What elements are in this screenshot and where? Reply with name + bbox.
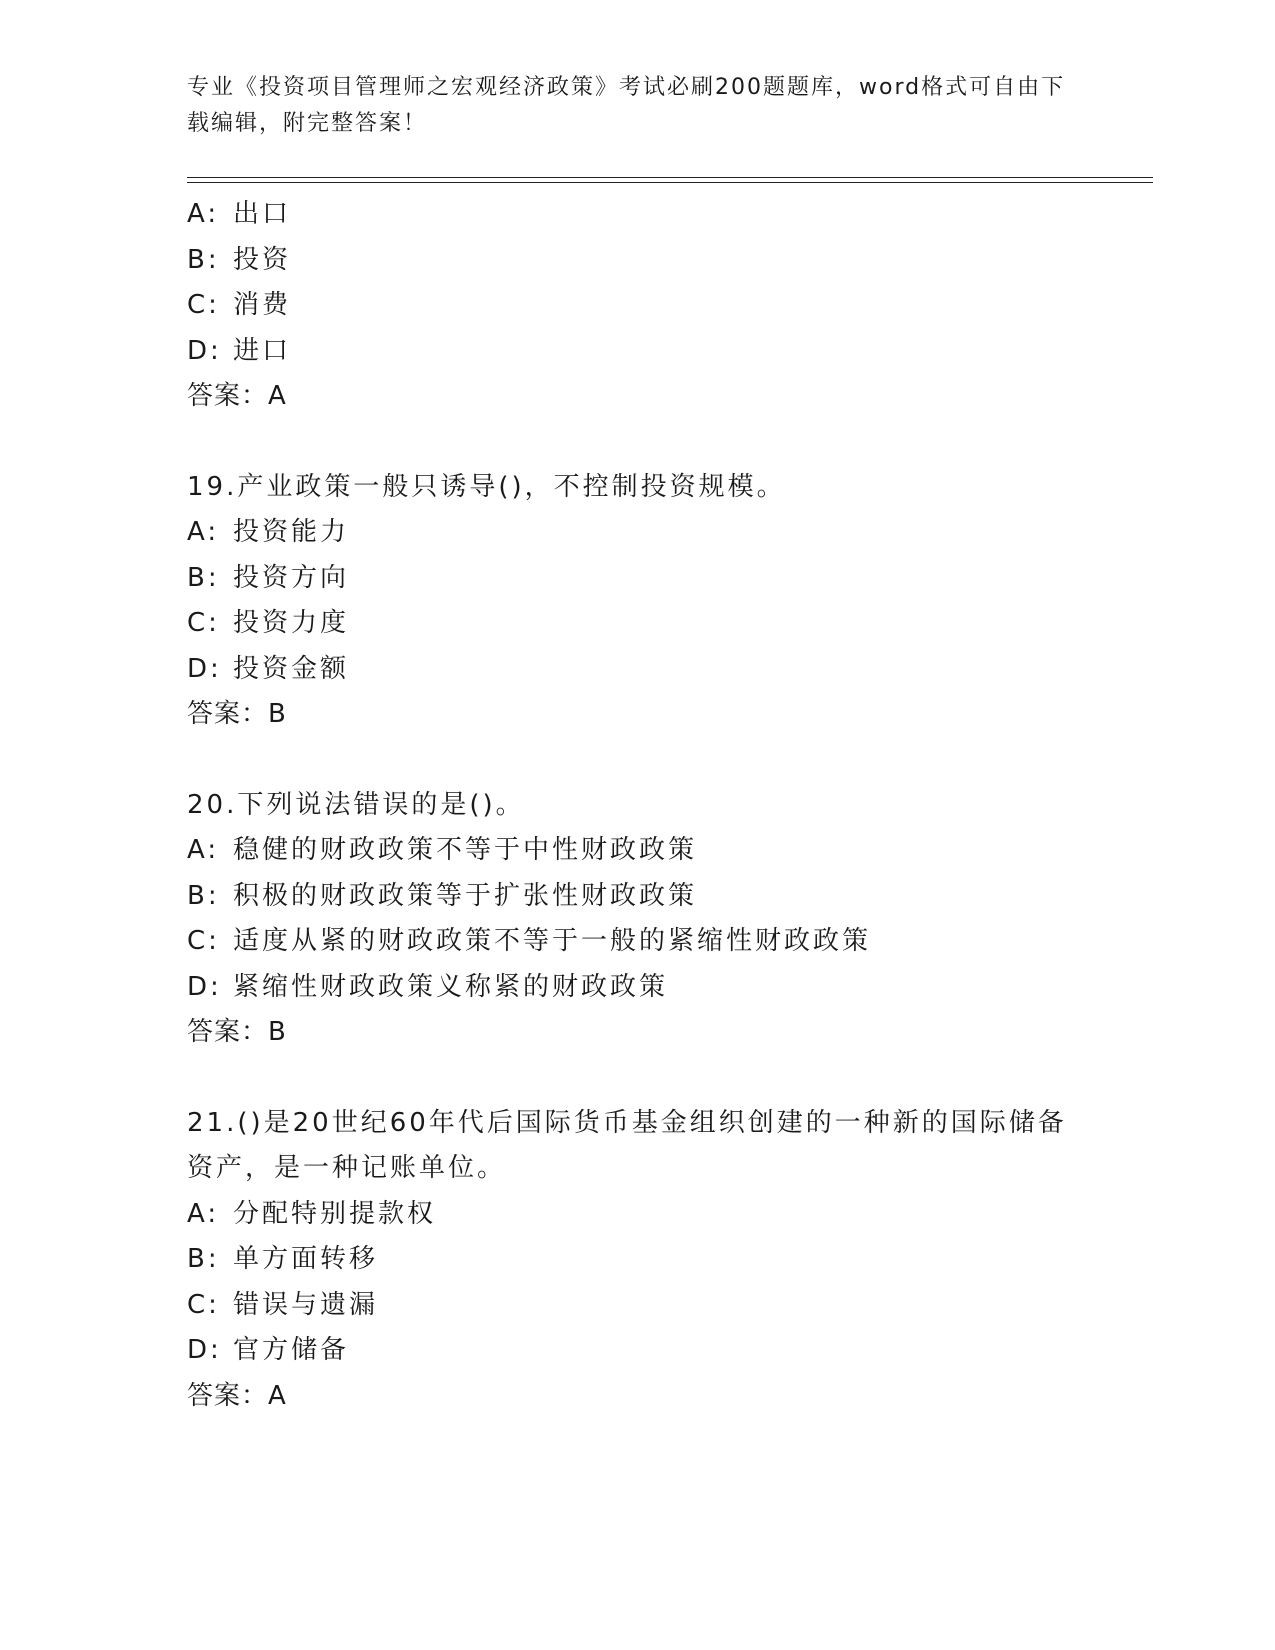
option-label: C:: [187, 290, 220, 320]
option-label: B:: [187, 244, 220, 275]
header-rule-bottom: [187, 182, 1153, 183]
option-label: D:: [187, 335, 222, 366]
option-label: A:: [187, 835, 220, 865]
question-block-21: [187, 1101, 1153, 1420]
answer-value: A: [268, 1380, 287, 1411]
option-c: [187, 919, 1153, 965]
answer-line: [187, 1374, 1153, 1420]
option-b: [187, 238, 1153, 284]
option-label: D:: [187, 971, 222, 1002]
answer-prefix: 答案：: [187, 1017, 269, 1047]
header-rule-top: [187, 177, 1153, 178]
option-text: 投资能力: [233, 517, 350, 547]
option-c: [187, 601, 1153, 647]
option-label: D:: [187, 653, 222, 684]
question-stem: 19.产业政策一般只诱导()，不控制投资规模。: [187, 471, 786, 502]
option-label: B:: [187, 562, 220, 593]
option-text: 单方面转移: [233, 1244, 379, 1274]
option-label: D:: [187, 1335, 222, 1365]
option-d: [187, 647, 1153, 693]
answer-line: [187, 1010, 1153, 1056]
option-label: B:: [187, 1244, 220, 1274]
answer-prefix: 答案：: [187, 1380, 269, 1411]
answer-value: A: [268, 381, 287, 411]
option-a: [187, 1192, 1153, 1238]
option-c: [187, 1283, 1153, 1329]
option-label: B:: [187, 880, 220, 911]
block-spacer: [187, 738, 1153, 783]
question-block-19: [187, 465, 1153, 738]
question-content: [187, 192, 1153, 1419]
option-text: 进口: [233, 335, 292, 366]
answer-value: B: [268, 699, 287, 729]
option-text: 错误与遗漏: [233, 1289, 379, 1320]
question-block-20: [187, 783, 1153, 1056]
option-label: C:: [187, 926, 220, 956]
option-d: [187, 1328, 1153, 1374]
block-spacer: [187, 1056, 1153, 1101]
answer-prefix: 答案：: [187, 699, 269, 729]
option-text: 出口: [233, 199, 292, 229]
option-a: [187, 828, 1153, 874]
option-text: 积极的财政政策等于扩张性财政政策: [233, 880, 698, 911]
option-a: [187, 192, 1153, 238]
document-header: 专业《投资项目管理师之宏观经济政策》考试必刷200题题库，word格式可自由下载编辑，附完整答案！: [187, 75, 1066, 136]
answer-value: B: [268, 1017, 287, 1047]
block-spacer: [187, 420, 1153, 465]
option-text: 分配特别提款权: [233, 1198, 437, 1229]
option-d: [187, 329, 1153, 375]
option-label: A:: [187, 1198, 220, 1229]
option-text: 投资力度: [233, 608, 350, 638]
option-text: 消费: [233, 290, 292, 320]
answer-prefix: 答案：: [187, 381, 269, 411]
option-label: A:: [187, 199, 220, 229]
option-a: [187, 510, 1153, 556]
option-label: C:: [187, 608, 220, 638]
option-text: 投资金额: [233, 653, 350, 684]
option-label: C:: [187, 1289, 220, 1320]
option-text: 稳健的财政政策不等于中性财政政策: [233, 835, 698, 865]
option-d: [187, 965, 1153, 1011]
option-b: [187, 1237, 1153, 1283]
option-text: 紧缩性财政政策义称紧的财政政策: [233, 971, 669, 1002]
question-stem: 21.()是20世纪60年代后国际货币基金组织创建的一种新的国际储备资产，是一种记账单位。: [187, 1107, 1067, 1183]
option-c: [187, 283, 1153, 329]
option-text: 投资: [233, 244, 292, 275]
answer-line: [187, 374, 1153, 420]
option-text: 适度从紧的财政政策不等于一般的紧缩性财政政策: [233, 926, 872, 956]
option-text: 投资方向: [233, 562, 350, 593]
option-text: 官方储备: [233, 1335, 350, 1365]
option-label: A:: [187, 517, 220, 547]
option-b: [187, 874, 1153, 920]
option-b: [187, 556, 1153, 602]
question-block-18: [187, 192, 1153, 420]
question-stem: 20.下列说法错误的是()。: [187, 789, 525, 820]
answer-line: [187, 692, 1153, 738]
